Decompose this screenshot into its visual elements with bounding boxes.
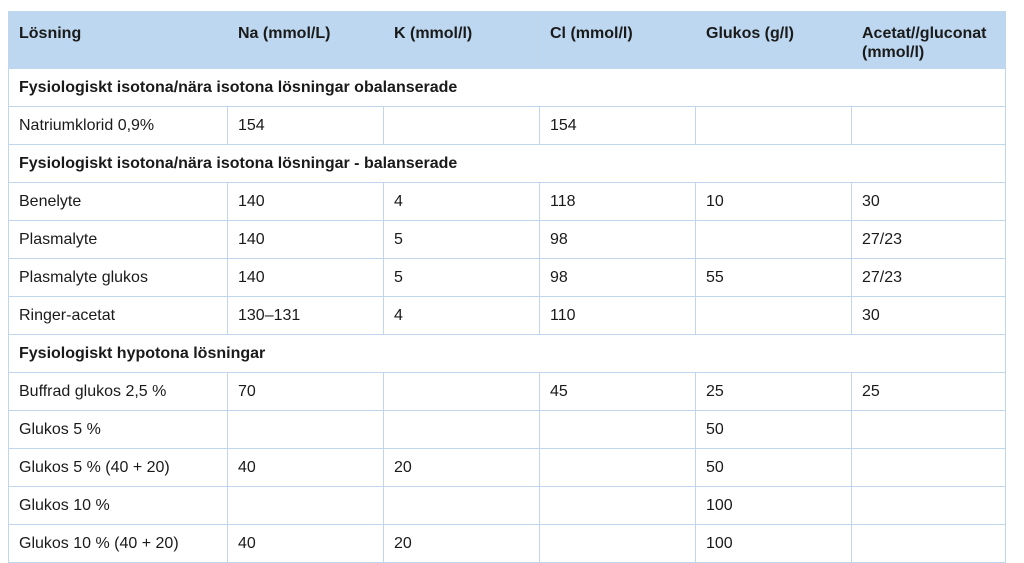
cell-cl: 118	[540, 183, 696, 221]
cell-acetat	[852, 107, 1006, 145]
cell-na	[228, 411, 384, 449]
cell-k: 5	[384, 259, 540, 297]
header-k: K (mmol/l)	[384, 12, 540, 69]
cell-k	[384, 373, 540, 411]
cell-glukos: 50	[696, 411, 852, 449]
table-row	[9, 107, 1006, 145]
cell-cl	[540, 525, 696, 563]
solution-table-container	[8, 11, 1005, 563]
cell-na	[228, 487, 384, 525]
cell-cl: 45	[540, 373, 696, 411]
cell-na: 70	[228, 373, 384, 411]
header-glukos: Glukos (g/l)	[696, 12, 852, 69]
cell-glukos: 55	[696, 259, 852, 297]
cell-acetat: 27/23	[852, 221, 1006, 259]
table-row	[9, 487, 1006, 525]
cell-losning: Glukos 10 %	[9, 487, 228, 525]
cell-k: 4	[384, 183, 540, 221]
table-row	[9, 297, 1006, 335]
cell-k	[384, 107, 540, 145]
cell-k: 20	[384, 525, 540, 563]
cell-cl	[540, 449, 696, 487]
cell-na: 140	[228, 259, 384, 297]
header-losning: Lösning	[9, 12, 228, 69]
cell-k: 5	[384, 221, 540, 259]
cell-k: 20	[384, 449, 540, 487]
cell-na: 154	[228, 107, 384, 145]
header-cl: Cl (mmol/l)	[540, 12, 696, 69]
cell-losning: Benelyte	[9, 183, 228, 221]
cell-cl: 98	[540, 221, 696, 259]
cell-k	[384, 487, 540, 525]
cell-acetat	[852, 449, 1006, 487]
cell-cl	[540, 411, 696, 449]
cell-glukos	[696, 221, 852, 259]
cell-na: 40	[228, 525, 384, 563]
cell-glukos: 100	[696, 487, 852, 525]
cell-glukos: 50	[696, 449, 852, 487]
cell-losning: Glukos 10 % (40 + 20)	[9, 525, 228, 563]
cell-k	[384, 411, 540, 449]
table-row	[9, 221, 1006, 259]
cell-glukos: 10	[696, 183, 852, 221]
table-row	[9, 449, 1006, 487]
section-label: Fysiologiskt isotona/nära isotona lösningar - balanserade	[9, 145, 1006, 183]
cell-k: 4	[384, 297, 540, 335]
cell-losning: Glukos 5 %	[9, 411, 228, 449]
cell-glukos: 25	[696, 373, 852, 411]
cell-cl: 98	[540, 259, 696, 297]
table-row	[9, 373, 1006, 411]
section-label: Fysiologiskt hypotona lösningar	[9, 335, 1006, 373]
cell-glukos	[696, 297, 852, 335]
cell-glukos	[696, 107, 852, 145]
cell-na: 140	[228, 221, 384, 259]
cell-acetat	[852, 487, 1006, 525]
table-row	[9, 259, 1006, 297]
table-header-row	[9, 12, 1006, 69]
cell-acetat: 30	[852, 297, 1006, 335]
cell-glukos: 100	[696, 525, 852, 563]
cell-losning: Buffrad glukos 2,5 %	[9, 373, 228, 411]
solution-table	[8, 11, 1006, 563]
cell-losning: Plasmalyte glukos	[9, 259, 228, 297]
header-na: Na (mmol/L)	[228, 12, 384, 69]
cell-acetat	[852, 411, 1006, 449]
cell-acetat	[852, 525, 1006, 563]
cell-cl	[540, 487, 696, 525]
section-row-isotona-obalanserade	[9, 69, 1006, 107]
table-row	[9, 525, 1006, 563]
header-acetat-gluconat: Acetat//gluconat (mmol/l)	[852, 12, 1006, 69]
section-row-isotona-balanserade	[9, 145, 1006, 183]
cell-losning: Glukos 5 % (40 + 20)	[9, 449, 228, 487]
cell-na: 140	[228, 183, 384, 221]
section-row-hypotona	[9, 335, 1006, 373]
section-label: Fysiologiskt isotona/nära isotona lösningar obalanserade	[9, 69, 1006, 107]
cell-losning: Ringer-acetat	[9, 297, 228, 335]
cell-na: 40	[228, 449, 384, 487]
cell-cl: 110	[540, 297, 696, 335]
cell-acetat: 30	[852, 183, 1006, 221]
cell-acetat: 27/23	[852, 259, 1006, 297]
table-row	[9, 183, 1006, 221]
cell-cl: 154	[540, 107, 696, 145]
cell-na: 130–131	[228, 297, 384, 335]
cell-losning: Natriumklorid 0,9%	[9, 107, 228, 145]
cell-acetat: 25	[852, 373, 1006, 411]
cell-losning: Plasmalyte	[9, 221, 228, 259]
table-row	[9, 411, 1006, 449]
